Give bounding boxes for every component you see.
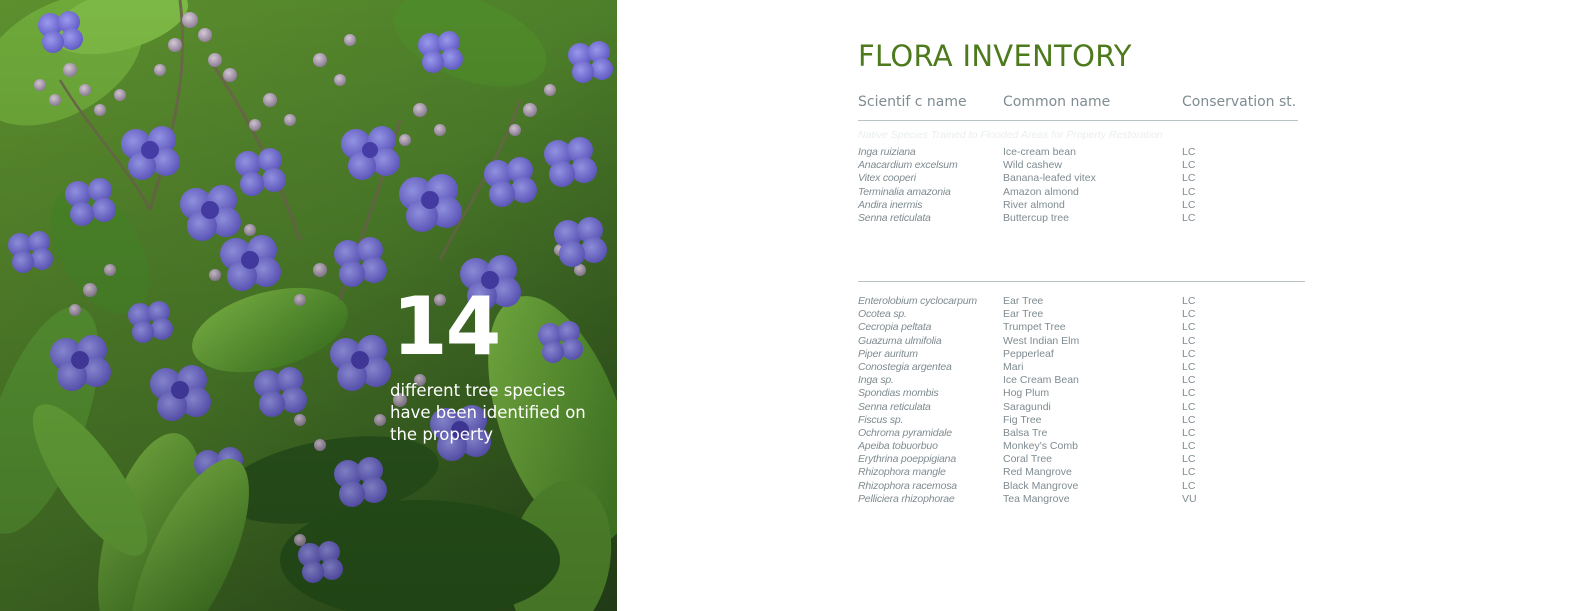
species-group-a [858,146,1298,225]
common-name-cell: Fig Tree [1003,413,1042,426]
table-row [858,440,1298,453]
flower-photo-illustration [0,0,617,611]
header-scientific-name: Scientif c name [858,94,967,110]
common-name-cell: Pepperleaf [1003,347,1054,360]
species-caption: different tree species have been identified on the property [390,381,586,444]
common-name-cell: Red Mangrove [1003,466,1072,479]
common-name-cell: Coral Tree [1003,453,1053,466]
section-note: Native Species Trained to Flooded Areas for Property Restoration [858,129,1163,141]
scientific-name-cell: Cecropia peltata [858,321,932,334]
header-conservation-status: Conservation st. [1182,94,1297,110]
scientific-name-cell: Senna reticulata [858,211,931,224]
scientific-name-cell: Inga sp. [858,374,894,387]
conservation-status-cell: LC [1182,347,1196,360]
flower-photo [0,0,617,611]
conservation-status-cell: LC [1182,374,1196,387]
conservation-status-cell: LC [1182,159,1196,172]
table-row [858,348,1298,361]
conservation-status-cell: LC [1182,387,1196,400]
scientific-name-cell: Senna reticulata [858,400,931,413]
common-name-cell: Tea Mangrove [1003,492,1070,505]
conservation-status-cell: LC [1182,400,1196,413]
scientific-name-cell: Ochroma pyramidale [858,426,952,439]
common-name-cell: Mari [1003,360,1024,373]
table-row [858,387,1298,400]
table-row [858,159,1298,172]
scientific-name-cell: Pelliciera rhizophorae [858,492,955,505]
table-row [858,493,1298,506]
table-row [858,374,1298,387]
table-row [858,335,1298,348]
scientific-name-cell: Spondias mombis [858,387,939,400]
common-name-cell: Amazon almond [1003,185,1079,198]
scientific-name-cell: Inga ruiziana [858,146,916,158]
scientific-name-cell: Erythrina poeppigiana [858,453,956,466]
common-name-cell: Ice Cream Bean [1003,374,1079,387]
table-row [858,321,1298,334]
scientific-name-cell: Piper auritum [858,347,918,360]
species-count: 14 [392,280,500,373]
scientific-name-cell: Guazuma ulmifolia [858,334,942,347]
conservation-status-cell: LC [1182,413,1196,426]
common-name-cell: River almond [1003,198,1065,211]
common-name-cell: Banana-leafed vitex [1003,172,1096,185]
table-row [858,199,1298,212]
table-row [858,308,1298,321]
common-name-cell: Hog Plum [1003,387,1050,400]
conservation-status-cell: LC [1182,308,1196,321]
common-name-cell: Ice-cream bean [1003,146,1076,158]
conservation-status-cell: LC [1182,198,1196,211]
conservation-status-cell: LC [1182,453,1196,466]
conservation-status-cell: LC [1182,426,1196,439]
common-name-cell: Buttercup tree [1003,211,1069,224]
table-row [858,172,1298,185]
header-common-name: Common name [1003,94,1111,110]
table-row [858,414,1298,427]
common-name-cell: Black Mangrove [1003,479,1079,492]
conservation-status-cell: LC [1182,334,1196,347]
page-title: FLORA INVENTORY [858,39,1132,73]
common-name-cell: Balsa Tre [1003,426,1048,439]
conservation-status-cell: LC [1182,466,1196,479]
conservation-status-cell: LC [1182,321,1196,334]
table-row [858,361,1298,374]
table-row [858,401,1298,414]
scientific-name-cell: Apeiba tobuorbuo [858,440,938,453]
common-name-cell: Ear Tree [1003,295,1044,307]
common-name-cell: West Indian Elm [1003,334,1080,347]
scientific-name-cell: Vitex cooperi [858,172,916,185]
scientific-name-cell: Ocotea sp. [858,308,907,321]
table-row [858,146,1298,159]
section-divider [858,281,1305,282]
table-row [858,295,1298,308]
conservation-status-cell: LC [1182,146,1196,158]
conservation-status-cell: LC [1182,360,1196,373]
common-name-cell: Monkey's Comb [1003,440,1078,453]
table-row [858,453,1298,466]
scientific-name-cell: Rhizophora racemosa [858,479,957,492]
species-group-b [858,295,1298,506]
common-name-cell: Saragundi [1003,400,1051,413]
conservation-status-cell: VU [1182,492,1197,505]
common-name-cell: Trumpet Tree [1003,321,1066,334]
table-row [858,466,1298,479]
scientific-name-cell: Enterolobium cyclocarpum [858,295,977,307]
table-row [858,427,1298,440]
scientific-name-cell: Conostegia argentea [858,360,952,373]
common-name-cell: Ear Tree [1003,308,1044,321]
common-name-cell: Wild cashew [1003,159,1062,172]
table-row [858,186,1298,199]
conservation-status-cell: LC [1182,479,1196,492]
scientific-name-cell: Anacardium excelsum [858,159,958,172]
table-row [858,480,1298,493]
scientific-name-cell: Terminalia amazonia [858,185,951,198]
table-header [858,92,1298,121]
scientific-name-cell: Fiscus sp. [858,413,904,426]
conservation-status-cell: LC [1182,440,1196,453]
conservation-status-cell: LC [1182,185,1196,198]
scientific-name-cell: Andira inermis [858,198,923,211]
table-row [858,212,1298,225]
conservation-status-cell: LC [1182,211,1196,224]
scientific-name-cell: Rhizophora mangle [858,466,946,479]
conservation-status-cell: LC [1182,172,1196,185]
conservation-status-cell: LC [1182,295,1196,307]
